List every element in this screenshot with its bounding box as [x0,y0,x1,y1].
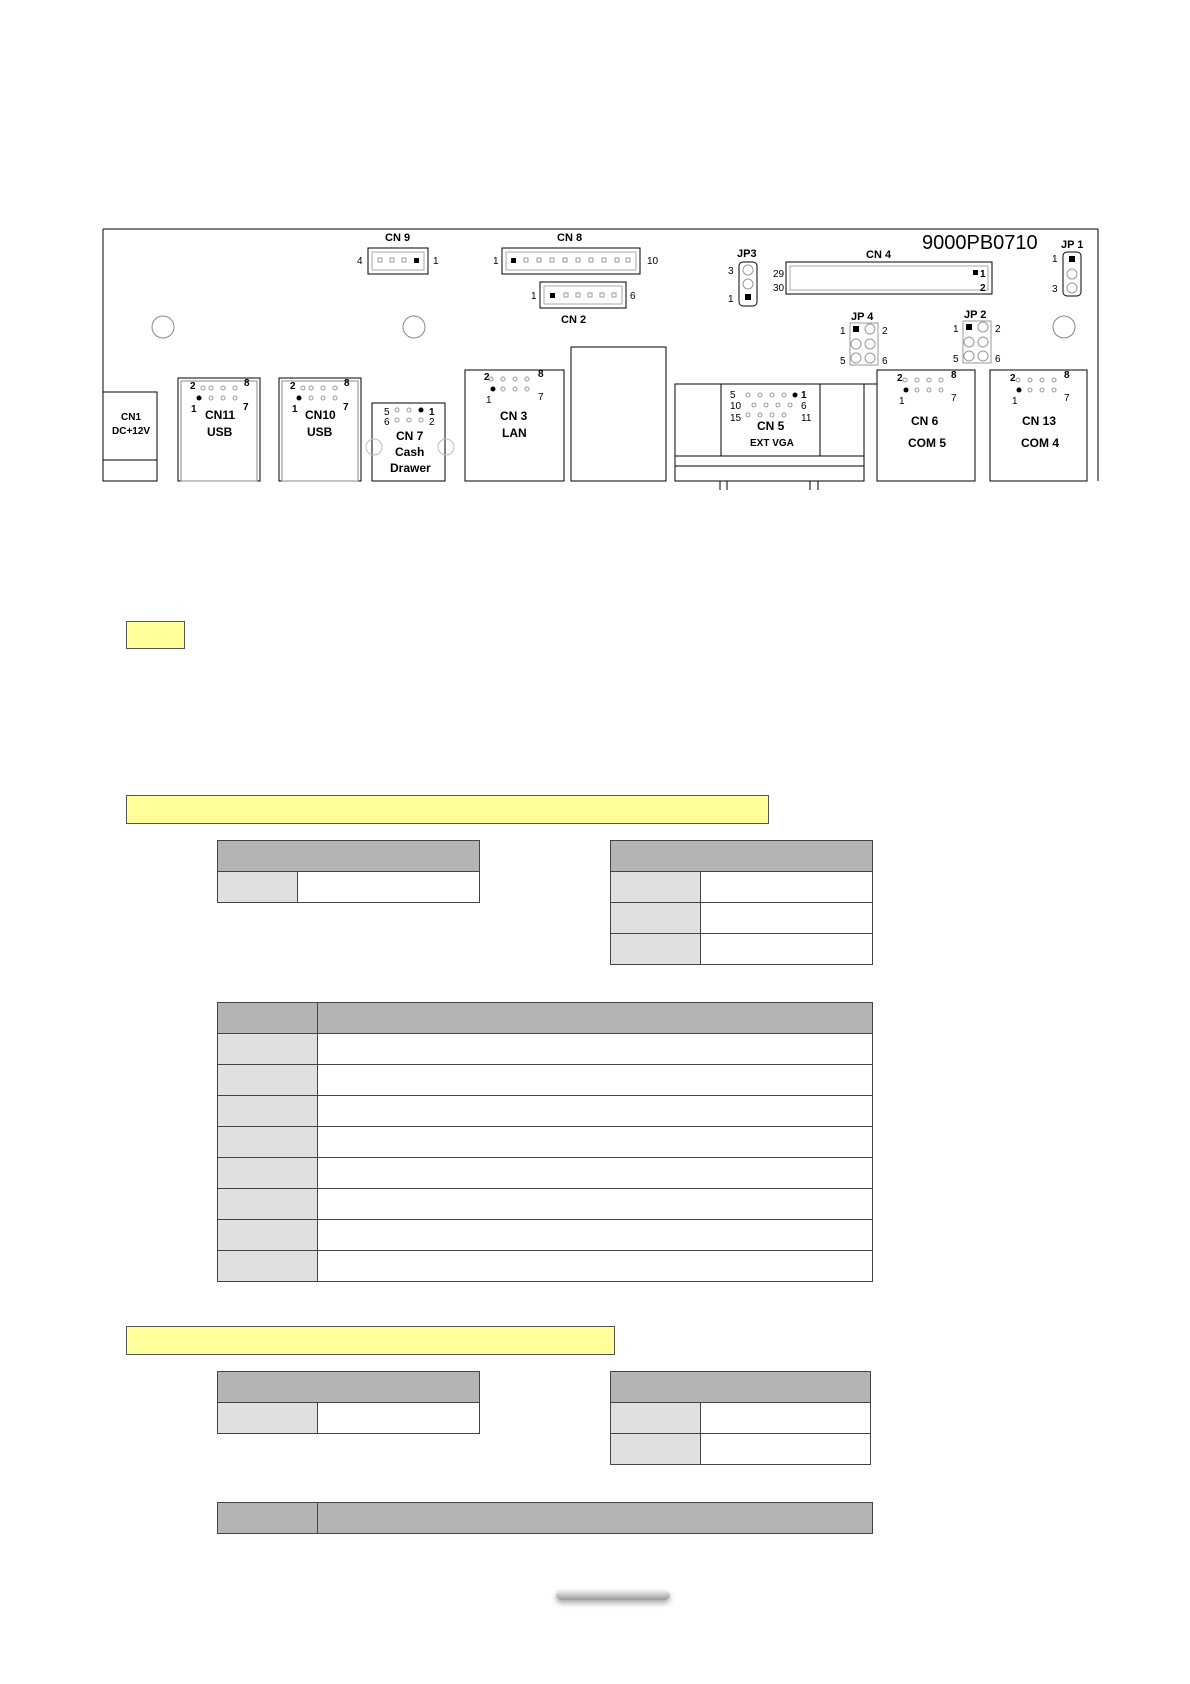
cn6-com5-connector [864,370,975,481]
table-value-cell [701,934,873,965]
svg-text:1: 1 [899,396,905,407]
svg-text:6: 6 [384,417,390,428]
svg-text:29: 29 [773,269,785,280]
svg-text:4: 4 [357,256,363,267]
cn3-lan-connector [465,369,564,481]
svg-text:JP 4: JP 4 [851,311,874,323]
table-row [218,1220,873,1251]
table-key-cell [611,1403,701,1434]
svg-text:CN 3: CN 3 [500,409,528,423]
table-key-cell [611,934,701,965]
board-model-label: 9000PB0710 [922,232,1038,254]
table-row [218,1065,873,1096]
svg-text:6: 6 [995,354,1001,365]
board-layout-diagram [0,0,1190,500]
svg-text:1: 1 [801,390,807,401]
svg-text:1: 1 [1052,254,1058,265]
svg-text:CN 5: CN 5 [757,419,785,433]
svg-text:1: 1 [292,404,298,415]
cn7-cash-drawer-connector [366,403,454,481]
table-key-cell [218,872,298,903]
svg-text:8: 8 [244,378,250,389]
table-header-cell [218,841,480,872]
jp1-jumper [1052,239,1083,296]
svg-text:LAN: LAN [502,426,527,440]
svg-text:10: 10 [730,401,742,412]
cn4-connector [773,249,992,294]
cn10-usb-connector [279,378,361,481]
svg-text:7: 7 [343,402,349,413]
jp4-jumper [840,311,888,367]
svg-text:1: 1 [493,256,499,267]
svg-text:7: 7 [951,393,957,404]
svg-text:2: 2 [897,373,903,384]
svg-text:CN 4: CN 4 [866,249,892,261]
cn5-vga-connector [675,384,864,490]
svg-text:2: 2 [429,417,435,428]
table-section2-pins [217,1502,873,1534]
table-key-cell [218,1403,318,1434]
svg-text:5: 5 [730,390,736,401]
svg-text:COM 4: COM 4 [1021,436,1060,450]
svg-text:1: 1 [1012,396,1018,407]
board-outline-block [571,347,666,481]
svg-text:10: 10 [647,256,659,267]
svg-text:1: 1 [840,326,846,337]
table-section1-left [217,840,480,903]
page-bottom-tab [556,1590,670,1600]
cn1-power-connector [103,392,157,481]
table-row [218,1251,873,1282]
svg-text:CN 8: CN 8 [557,232,583,244]
svg-text:5: 5 [953,354,959,365]
svg-text:7: 7 [243,402,249,413]
svg-text:JP3: JP3 [737,248,757,260]
svg-text:2: 2 [980,283,986,294]
svg-text:1: 1 [980,269,986,280]
table-value-cell [701,872,873,903]
table-header-cell [611,1372,871,1403]
svg-text:3: 3 [1052,284,1058,295]
table-row [218,1096,873,1127]
section-highlight-small [126,621,185,649]
svg-text:CN 9: CN 9 [385,232,411,244]
table-header-cell [218,1003,318,1034]
table-section1-pins [217,1002,873,1282]
table-value-cell [701,1403,871,1434]
svg-text:6: 6 [801,401,807,412]
svg-text:CN11: CN11 [205,408,236,422]
svg-text:8: 8 [1064,370,1070,381]
table-value-cell [701,1434,871,1465]
svg-text:8: 8 [538,369,544,380]
table-key-cell [611,903,701,934]
svg-text:CN 7: CN 7 [396,429,424,443]
jp2-jumper [953,309,1001,365]
svg-text:1: 1 [486,395,492,406]
svg-text:6: 6 [882,356,888,367]
svg-text:JP 2: JP 2 [964,309,987,321]
table-value-cell [318,1403,480,1434]
svg-text:30: 30 [773,283,785,294]
cn8-connector [493,232,659,274]
svg-text:Drawer: Drawer [390,461,431,475]
svg-text:8: 8 [951,370,957,381]
svg-text:7: 7 [1064,393,1070,404]
svg-text:6: 6 [630,291,636,302]
svg-text:8: 8 [344,378,350,389]
svg-text:15: 15 [730,413,742,424]
section-highlight-2 [126,1326,615,1355]
jp3-jumper [728,248,757,306]
svg-text:2: 2 [1010,373,1016,384]
svg-text:Cash: Cash [395,445,425,459]
table-header-cell [218,1372,480,1403]
svg-text:1: 1 [191,404,197,415]
svg-text:CN 13: CN 13 [1022,414,1057,428]
svg-text:USB: USB [307,425,333,439]
cn9-connector [357,232,439,274]
svg-text:3: 3 [728,266,734,277]
svg-text:1: 1 [728,294,734,305]
svg-text:5: 5 [384,407,390,418]
table-key-cell [611,1434,701,1465]
svg-text:JP 1: JP 1 [1061,239,1084,251]
svg-text:1: 1 [429,407,435,418]
svg-text:11: 11 [801,413,812,424]
svg-text:2: 2 [995,324,1001,335]
svg-text:1: 1 [433,256,439,267]
svg-text:2: 2 [484,372,490,383]
cn11-usb-connector [178,378,260,481]
svg-text:2: 2 [190,381,196,392]
svg-text:DC+12V: DC+12V [112,426,151,437]
table-header-cell [611,841,873,872]
table-section2-right [610,1371,871,1465]
table-value-cell [298,872,480,903]
svg-text:7: 7 [538,392,544,403]
svg-text:CN10: CN10 [305,408,336,422]
svg-text:USB: USB [207,425,233,439]
table-section2-left [217,1371,480,1434]
svg-text:CN 6: CN 6 [911,414,939,428]
table-row [218,1189,873,1220]
cn13-com4-connector [990,370,1087,481]
table-row [218,1158,873,1189]
table-header-cell [218,1503,318,1534]
board-outline [103,229,1098,481]
table-key-cell [611,872,701,903]
table-value-cell [701,903,873,934]
table-row [218,1127,873,1158]
table-section1-right [610,840,873,965]
svg-text:1: 1 [531,291,537,302]
svg-text:CN1: CN1 [121,412,142,423]
section-highlight-1 [126,795,769,824]
cn2-connector [531,282,636,326]
table-header-cell [318,1503,873,1534]
mounting-holes [152,316,1075,338]
svg-text:2: 2 [882,326,888,337]
table-row [218,1034,873,1065]
svg-text:EXT VGA: EXT VGA [750,438,794,449]
svg-text:COM 5: COM 5 [908,436,947,450]
svg-text:CN 2: CN 2 [561,314,587,326]
svg-text:5: 5 [840,356,846,367]
svg-text:1: 1 [953,324,959,335]
table-header-cell [318,1003,873,1034]
svg-text:2: 2 [290,381,296,392]
